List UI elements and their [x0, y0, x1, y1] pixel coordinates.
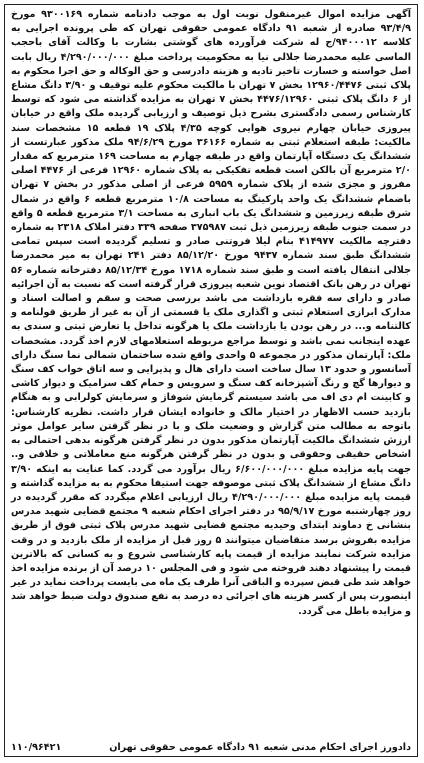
- auction-notice: [4, 4, 418, 757]
- notice-reference-code: ۱۱۰/۹۶۴۲۱: [11, 741, 62, 753]
- notice-footer: [11, 740, 411, 754]
- notice-signature: دادورز اجرای احکام مدنی شعبه ۹۱ دادگاه عمومی حقوقی تهران: [109, 741, 411, 753]
- notice-body-text: آگهی مزایده اموال غیرمنقول نوبت اول به موجب دادنامه شماره ۹۳۰۰۱۶۹ مورخ ۹۳/۴/۹ صادره از شعبه ۹۱ دادگاه عمومی حقوقی تهران که طی پرونده اجرایی به کلاسه ۹۴۰۰۰۱۲/ج له شرکت فرآورده های گوشتی بشارت با وکالت آقای باحجب الماسی علیه محمدرضا جلالی نیا به محکومیت پرداخت مبلغ ۴/۲۹۰/۰۰۰/۰۰۰ ریال بابت اصل خواسته و خسارت تاخیر تادیه و هزینه دادرسی و حق الوکاله و حق اجرا محکوم به پلاک ثبتی ۱۲۹۶۰/۴۴۷۶ بخش ۷ تهران با مالکیت محکوم علیه توقیف و ۳/۹۰ دانگ مشاع از ۶ دانگ پلاک ثبتی ۴۴۷۶/۱۲۹۶۰ بخش ۷ تهران به مزایده گذاشته می شود که توسط کارشناس رسمی دادگستری بشرح ذیل توصیف و ارزیابی گردیده ملک واقع در خیابان پیروزی خیابان چهارم نیروی هوایی کوچه ۴/۳۵ پلاک ۱۹ قطعه ۱۵ مشخصات سند مالکیت: طبقه استعلام ثبتی به شماره ۳۶۱۶۶ مورخ ۹۴/۶/۲۹ ملک مذکور عبارتست از ششدانگ یک دستگاه آپارتمان واقع در طبقه چهارم به مساحت ۱۶۹ مترمربع که مقدار ۲/۰ مترمربع آن بالکن است قطعه تفکیکی به پلاک شماره ۱۲۹۶۰ فرعی از ۴۴۷۶ اصلی مفروز و مجزی شده از پلاک شماره ۵۹۵۹ فرعی از اصلی مذکور در بخش ۷ تهران باضمام ششدانگ یک واحد پارکینگ به مساحت ۱۰/۸ مترمربع قطعه ۶ واقع در شمال شرق طبقه زیرزمین و ششدانگ یک باب انباری به مساحت ۳/۱ مترمربع قطعه ۵ واقع در سمت جنوب طبقه زیرزمین ذیل ثبت ۳۷۵۹۸۷ صفحه ۳۳۹ دفتر املاک ۲۳۱۸ به شماره دفترچه مالکیت ۴۱۴۹۷۷ بنام لیلا فروتنی صادر و تسلیم گردیده است سپس تمامی ششدانگ طبق سند شماره ۹۴۳۷ مورخ ۸۵/۱۲/۲۰ دفتر ۲۴۱ تهران به میر محمدرضا جلالی انتقال یافته است و طبق سند شماره ۱۷۱۸ مورخ ۸۵/۱۲/۳۴ دفترخانه شماره ۵۶ تهران در رهن بانک اقتصاد نوین شعبه پیروزی قرار گرفته است که نسبت به آن اجرائیه صادر و دارای سه فقره بازداشت می باشد بررسی صحت و سقم و اصالت اسناد و مدارک ابرازی استعلام ثبتی و اگذاری ملک یا قسمتی از آن به غیر از طریق قولنامه و کالتنامه و... در رهن بودن یا بازداشت ملک یا هرگونه تداخل یا تعارض ثبتی و سندی به عهده اینجانب نمی باشد و توسط مراجع مربوطه استعلامهای لازم اخذ گردد. مشخصات ملک: آپارتمان مذکور در مجموعه ۵ واحدی واقع شده ساختمان شمالی نما سنگ دارای آسانسور و حدود ۱۳ سال ساخت است دارای هال و پذیرایی و سه اتاق خواب کف سنگ و دیوارها گچ و رنگ آشپزخانه کف سنگ و سرویس و حمام کف سرامیک و دیوار کاشی و کابینت ام دی اف می باشد سیستم گرمایش شوفاژ و سرمایش کولرابی و به هنگام بازدید حسب الاظهار در اختیار مالک و خانواده ایشان قرار داشت. نظریه کارشناس: باتوجه به مطالب متن گزارش و وضعیت ملک و با در نظر گرفتن سایر عوامل موثر ارزش ششدانگ مالکیت آپارتمان مذکور بدون در نظر گرفتن هرگونه بدهی احتمالی به اشخاص حقیقی وحقوقی و بدون در نظر گرفتن هرگونه منع معاملاتی و خلافی و.. جهت پایه مزایده مبلغ ۶/۶۰۰/۰۰۰/۰۰۰ ریال برآورد می گردد. کما عنایت به اینکه ۳/۹۰ دانگ مشاع از ششدانگ پلاک ثبتی موصوفه جهت استیفا محکوم به به مزایده گذاشته و قیمت پایه مزایده مبلغ ۴/۲۹۰/۰۰۰/۰۰۰ ریال ارزیابی اعلام میگردد که مقرر گردیده در روز چهارشنبه مورخ ۹۵/۹/۱۷ در دفتر اجرای احکام شعبه ۹ مجتمع قضایی شهید مدرس بنشانی خ دماوند ابتدای وحیدیه مجتمع قضایی شهید مدرس پلاک ثبتی فوق از طریق مزایده بفروش برسد متقاضیان میتوانند ۵ روز قبل از مزایده از ملک بازدید و در وقت مزایده شرکت نمایند مزایده از قیمت پایه کارشناسی شروع و به کسانی که بالاترین قیمت را پیشنهاد دهند فروخته می شود و فی المجلس ۱۰ درصد آن از برنده مزایده اخذ خواهد شد طی قبض سپرده و الباقی آنرا ظرف یک ماه می بایست پرداخت نماید در غیر اینصورت پس از کسر هزینه های اجرائی ده درصد به نفع صندوق دولت ضبط خواهد شد و مزایده باطل می گردد.: [11, 9, 412, 617]
